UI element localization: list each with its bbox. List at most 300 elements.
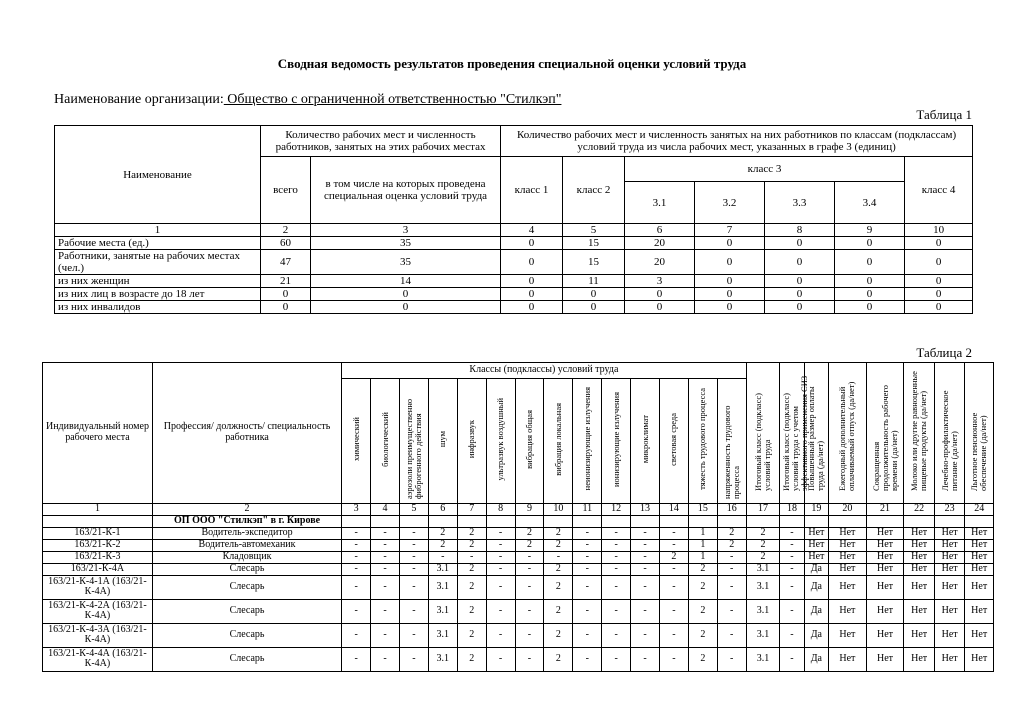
t2-row-profession: Слесарь	[152, 623, 341, 647]
organization-label: Наименование организации:	[54, 92, 224, 107]
t2-cell: Нет	[934, 563, 965, 575]
t2-cell: -	[631, 539, 660, 551]
t2-section-empty	[515, 515, 544, 527]
t1-cell: 0	[311, 288, 501, 301]
t2-section-empty	[342, 515, 371, 527]
t2-cell: -	[659, 575, 688, 599]
t2-header-factor	[399, 379, 428, 504]
t2-row-id: 163/21-К-4А	[43, 563, 153, 575]
t2-cell: Нет	[965, 623, 994, 647]
document-title: Сводная ведомость результатов проведения специальной оценки условий труда	[277, 56, 747, 71]
t2-header-extra-text: Лечебно-профилактическое питание (да/нет)	[939, 390, 959, 491]
t2-cell: -	[602, 563, 631, 575]
t2-section-empty	[631, 515, 660, 527]
t2-cell: Нет	[829, 575, 867, 599]
t2-cell: 1	[688, 527, 717, 539]
t2-header-extra-text: Повышенный размер оплаты труда (да/нет)	[806, 386, 826, 491]
t2-section-empty	[573, 515, 602, 527]
t1-cell: 0	[695, 301, 765, 314]
t2-cell: 2	[544, 623, 573, 647]
t2-header-factor-text: ионизирующие излучения	[610, 391, 621, 487]
table1-label: Таблица 1	[916, 107, 972, 122]
table-row	[43, 527, 994, 539]
t2-cell: 2	[688, 575, 717, 599]
t2-cell: 2	[544, 539, 573, 551]
t2-header-factor-text: тяжесть трудового процесса	[697, 388, 708, 490]
t2-cell: Нет	[934, 623, 965, 647]
t2-cell: 2	[457, 647, 486, 671]
t2-cell: -	[717, 623, 746, 647]
t1-cell: 0	[501, 275, 563, 288]
t2-header-factor	[717, 379, 746, 504]
t1-cell: 14	[311, 275, 501, 288]
t2-cell: -	[631, 623, 660, 647]
t2-header-factor	[486, 379, 515, 504]
t2-header-extra-8	[965, 363, 994, 504]
t2-cell: -	[573, 527, 602, 539]
t1-cell: 0	[765, 275, 835, 288]
t2-cell: Нет	[804, 527, 828, 539]
t2-cell: -	[371, 527, 400, 539]
t2-header-factor-text: шум	[437, 430, 448, 448]
t2-cell: -	[371, 575, 400, 599]
t1-cell: 0	[835, 237, 905, 250]
t2-section-empty	[371, 515, 400, 527]
t2-cell: -	[573, 539, 602, 551]
t1-cell: 0	[695, 250, 765, 275]
t2-header-factor-text: напряженность трудового процесса	[721, 405, 741, 499]
t1-cell: 0	[835, 301, 905, 314]
t1-header-class3: класс 3	[625, 157, 905, 182]
t2-cell: -	[631, 647, 660, 671]
t1-col-number: 7	[695, 224, 765, 237]
t2-cell: 2	[688, 647, 717, 671]
t2-section-empty	[904, 515, 935, 527]
table-row	[55, 275, 973, 288]
t2-col-number: 16	[717, 503, 746, 515]
table-row	[43, 623, 994, 647]
t1-header-class2: класс 2	[563, 157, 625, 224]
t2-cell: 3.1	[428, 575, 457, 599]
t2-cell: -	[659, 623, 688, 647]
t2-section-empty	[399, 515, 428, 527]
t2-cell: Нет	[866, 575, 904, 599]
t1-header-total: всего	[261, 157, 311, 224]
t1-cell: 0	[311, 301, 501, 314]
t2-section-empty	[602, 515, 631, 527]
table-row	[55, 301, 973, 314]
t2-row-id: 163/21-К-2	[43, 539, 153, 551]
t2-row-profession: Слесарь	[152, 563, 341, 575]
t2-cell: Нет	[965, 527, 994, 539]
t2-cell: Нет	[866, 551, 904, 563]
t2-row-profession: Слесарь	[152, 647, 341, 671]
t2-col-number: 23	[934, 503, 965, 515]
t2-cell: -	[717, 575, 746, 599]
t2-col-number: 8	[486, 503, 515, 515]
t2-cell: -	[659, 599, 688, 623]
t2-row-profession: Водитель-экспедитор	[152, 527, 341, 539]
t2-header-extra-4	[829, 363, 867, 504]
t2-header-factor-text: химический	[350, 417, 361, 461]
t2-header-factor	[342, 379, 371, 504]
t1-cell: 20	[625, 250, 695, 275]
t2-cell: -	[342, 623, 371, 647]
t2-cell: Нет	[965, 647, 994, 671]
t2-cell: -	[515, 575, 544, 599]
t1-cell: 0	[563, 301, 625, 314]
t2-cell: -	[659, 539, 688, 551]
t1-cell: 0	[695, 288, 765, 301]
t2-cell: 2	[544, 575, 573, 599]
t2-section-empty	[43, 515, 153, 527]
t1-cell: 15	[563, 237, 625, 250]
t2-cell: Нет	[829, 539, 867, 551]
t2-cell: 2	[746, 527, 780, 539]
t1-col-number: 4	[501, 224, 563, 237]
t2-header-factor	[457, 379, 486, 504]
t2-cell: 2	[746, 539, 780, 551]
t1-row-name: Работники, занятые на рабочих местах (чел.)	[55, 250, 261, 275]
t2-cell: Нет	[934, 647, 965, 671]
t1-cell: 0	[765, 250, 835, 275]
t2-cell: Нет	[904, 551, 935, 563]
t2-cell: -	[780, 575, 804, 599]
t2-section-empty	[965, 515, 994, 527]
t2-cell: -	[659, 527, 688, 539]
t2-header-factor	[428, 379, 457, 504]
t2-cell: -	[457, 551, 486, 563]
t1-cell: 0	[261, 288, 311, 301]
t2-cell: Нет	[904, 575, 935, 599]
t2-cell: 3.1	[428, 647, 457, 671]
t2-cell: Нет	[904, 623, 935, 647]
t2-cell: Нет	[829, 647, 867, 671]
t2-header-factor-text: вибрация общая	[523, 409, 534, 469]
t2-header-factor	[659, 379, 688, 504]
t2-cell: 3.1	[428, 563, 457, 575]
t2-cell: -	[399, 551, 428, 563]
t1-header-3-1: 3.1	[625, 182, 695, 224]
t2-header-extra-text: Сокращенная продолжительность рабочего времени (да/нет)	[870, 385, 899, 491]
t1-col-number: 3	[311, 224, 501, 237]
t2-col-number: 21	[866, 503, 904, 515]
t2-col-number: 13	[631, 503, 660, 515]
t1-row-name: из них инвалидов	[55, 301, 261, 314]
t2-cell: -	[486, 575, 515, 599]
t2-header-factor-text: аэрозоли преимущественно фиброгенного действия	[403, 398, 423, 499]
t2-section-empty	[457, 515, 486, 527]
t2-col-number: 4	[371, 503, 400, 515]
table-row	[43, 551, 994, 563]
t2-cell: -	[486, 623, 515, 647]
t2-cell: Нет	[965, 551, 994, 563]
t2-section-empty	[866, 515, 904, 527]
t2-cell: 2	[688, 599, 717, 623]
t2-section-empty	[829, 515, 867, 527]
t2-cell: -	[515, 599, 544, 623]
t2-cell: Нет	[934, 551, 965, 563]
t2-cell: -	[631, 563, 660, 575]
t2-header-extra-text: Итоговый класс (подкласс) условий труда	[752, 393, 772, 491]
organization-name: Общество с ограниченной ответственностью "Стилкэп"	[223, 92, 562, 107]
t2-section-empty	[659, 515, 688, 527]
t2-cell: 2	[688, 563, 717, 575]
t1-cell: 0	[835, 288, 905, 301]
t2-cell: -	[717, 551, 746, 563]
t1-cell: 0	[835, 250, 905, 275]
t2-header-extra-3	[804, 363, 828, 504]
t2-row-profession: Кладовщик	[152, 551, 341, 563]
t2-section-empty	[486, 515, 515, 527]
t2-header-factor-text: ультразвук воздушный	[495, 397, 506, 481]
summary-table	[54, 125, 973, 314]
table-row	[43, 599, 994, 623]
t2-cell: -	[399, 527, 428, 539]
t2-cell: -	[342, 539, 371, 551]
t2-cell: Нет	[829, 623, 867, 647]
t1-col-number: 1	[55, 224, 261, 237]
t2-cell: -	[602, 623, 631, 647]
t2-section-empty	[688, 515, 717, 527]
t2-cell: -	[780, 623, 804, 647]
t2-cell: -	[371, 647, 400, 671]
t2-header-factor-text: световая среда	[668, 412, 679, 466]
t2-col-number: 19	[804, 503, 828, 515]
t2-cell: Нет	[934, 527, 965, 539]
t2-row-id: 163/21-К-4-2А (163/21-К-4А)	[43, 599, 153, 623]
t2-col-number: 12	[602, 503, 631, 515]
t2-cell: -	[342, 599, 371, 623]
t2-col-number: 7	[457, 503, 486, 515]
t1-header-count-group: Количество рабочих мест и численность работников, занятых на этих рабочих местах	[261, 126, 501, 157]
t2-cell: -	[399, 623, 428, 647]
t2-col-number: 11	[573, 503, 602, 515]
t2-cell: -	[428, 551, 457, 563]
t2-cell: Нет	[866, 539, 904, 551]
t2-cell: -	[399, 575, 428, 599]
t1-cell: 0	[835, 275, 905, 288]
t2-section-empty	[746, 515, 780, 527]
t1-cell: 0	[765, 288, 835, 301]
t2-cell: -	[780, 599, 804, 623]
t2-header-extra-6	[904, 363, 935, 504]
t1-cell: 0	[765, 301, 835, 314]
t2-cell: 1	[688, 539, 717, 551]
t2-cell: 2	[457, 575, 486, 599]
t2-row-id: 163/21-К-1	[43, 527, 153, 539]
t2-header-extra-text: Итоговый класс (подкласс) условий труда с учетом эффективного применения СИЗ	[781, 375, 810, 491]
t2-cell: 2	[746, 551, 780, 563]
t1-header-3-2: 3.2	[695, 182, 765, 224]
t2-row-id: 163/21-К-4-4А (163/21-К-4А)	[43, 647, 153, 671]
t2-row-profession: Водитель-автомеханик	[152, 539, 341, 551]
t2-header-id: Индивидуальный номер рабочего места	[43, 363, 153, 504]
t2-cell: 2	[457, 527, 486, 539]
t2-section-empty	[544, 515, 573, 527]
t2-cell: -	[573, 599, 602, 623]
t2-cell: -	[399, 539, 428, 551]
t2-col-number: 3	[342, 503, 371, 515]
t2-cell: 2	[544, 527, 573, 539]
t2-cell: -	[544, 551, 573, 563]
t2-col-number: 14	[659, 503, 688, 515]
t2-cell: -	[717, 563, 746, 575]
t2-cell: -	[602, 575, 631, 599]
table2-label: Таблица 2	[916, 345, 972, 360]
t2-cell: Нет	[904, 599, 935, 623]
t2-cell: Нет	[965, 563, 994, 575]
t2-cell: Да	[804, 599, 828, 623]
t2-cell: 3.1	[746, 599, 780, 623]
t2-cell: -	[573, 647, 602, 671]
t1-col-number: 6	[625, 224, 695, 237]
t2-cell: Нет	[866, 647, 904, 671]
t2-cell: Нет	[934, 599, 965, 623]
t1-header-classes-group: Количество рабочих мест и численность занятых на них работников по классам (подклассам) условий труда из числа рабочих мест, указанных в графе 3 (единиц)	[501, 126, 973, 157]
t2-cell: Нет	[904, 527, 935, 539]
t2-cell: 2	[717, 539, 746, 551]
t2-cell: Нет	[965, 575, 994, 599]
t2-cell: 2	[428, 539, 457, 551]
t2-cell: Да	[804, 563, 828, 575]
t2-cell: 2	[717, 527, 746, 539]
t2-cell: 3.1	[746, 647, 780, 671]
t2-row-id: 163/21-К-4-3А (163/21-К-4А)	[43, 623, 153, 647]
t2-cell: -	[371, 563, 400, 575]
t2-header-factor	[688, 379, 717, 504]
t1-cell: 0	[905, 250, 973, 275]
t2-cell: Нет	[965, 539, 994, 551]
t2-cell: -	[573, 575, 602, 599]
t2-header-extra-text: Молоко или другие равноценные пищевые продукты (да/нет)	[909, 371, 929, 491]
t1-header-name: Наименование	[55, 126, 261, 224]
t2-cell: 2	[544, 563, 573, 575]
t2-cell: -	[780, 551, 804, 563]
t2-cell: -	[659, 647, 688, 671]
t1-cell: 0	[695, 237, 765, 250]
t1-cell: 20	[625, 237, 695, 250]
t2-cell: -	[631, 575, 660, 599]
t2-cell: -	[486, 563, 515, 575]
t1-cell: 0	[695, 275, 765, 288]
t2-cell: 2	[544, 647, 573, 671]
t2-header-extra-7	[934, 363, 965, 504]
t2-cell: 1	[688, 551, 717, 563]
t2-cell: Нет	[965, 599, 994, 623]
t1-cell: 35	[311, 250, 501, 275]
t2-cell: -	[631, 599, 660, 623]
t2-col-number: 2	[152, 503, 341, 515]
t2-section-empty	[804, 515, 828, 527]
t1-cell: 15	[563, 250, 625, 275]
t2-cell: -	[602, 527, 631, 539]
t1-header-3-4: 3.4	[835, 182, 905, 224]
t2-header-factor	[515, 379, 544, 504]
t1-header-3-3: 3.3	[765, 182, 835, 224]
t2-header-factor-text: микроклимат	[639, 414, 650, 464]
t2-cell: Нет	[829, 563, 867, 575]
t2-col-number: 5	[399, 503, 428, 515]
t2-cell: -	[602, 647, 631, 671]
t2-cell: -	[342, 563, 371, 575]
table-row	[55, 250, 973, 275]
t2-cell: Нет	[904, 539, 935, 551]
t2-section-empty	[934, 515, 965, 527]
t1-cell: 0	[905, 301, 973, 314]
t1-cell: 21	[261, 275, 311, 288]
t2-section-empty	[717, 515, 746, 527]
t2-cell: -	[486, 527, 515, 539]
t2-cell: -	[717, 647, 746, 671]
t2-cell: -	[780, 563, 804, 575]
t1-header-class1: класс 1	[501, 157, 563, 224]
t2-header-extra-1	[746, 363, 780, 504]
t1-cell: 0	[261, 301, 311, 314]
t1-cell: 11	[563, 275, 625, 288]
t2-cell: -	[602, 551, 631, 563]
t2-cell: Да	[804, 575, 828, 599]
t2-cell: 3.1	[428, 623, 457, 647]
t2-cell: -	[631, 551, 660, 563]
t1-header-class4: класс 4	[905, 157, 973, 224]
t2-row-profession: Слесарь	[152, 599, 341, 623]
t2-cell: -	[573, 563, 602, 575]
t1-cell: 0	[905, 275, 973, 288]
t2-header-factor	[544, 379, 573, 504]
t2-cell: Нет	[829, 551, 867, 563]
t1-col-number: 5	[563, 224, 625, 237]
t2-header-factor-text: биологический	[379, 411, 390, 467]
t2-col-number: 6	[428, 503, 457, 515]
t2-header-factor-text: инфразвук	[466, 419, 477, 459]
t2-cell: Нет	[866, 527, 904, 539]
t2-cell: Да	[804, 623, 828, 647]
t2-cell: -	[371, 623, 400, 647]
t2-col-number: 24	[965, 503, 994, 515]
organization-line	[54, 92, 561, 108]
t2-cell: -	[399, 647, 428, 671]
t2-cell: -	[515, 551, 544, 563]
t2-cell: 3.1	[746, 623, 780, 647]
t2-cell: -	[371, 539, 400, 551]
table-row	[55, 288, 973, 301]
t2-cell: 3.1	[746, 563, 780, 575]
t2-cell: 2	[428, 527, 457, 539]
t2-cell: -	[602, 599, 631, 623]
t1-cell: 60	[261, 237, 311, 250]
t2-col-number: 1	[43, 503, 153, 515]
t1-cell: 0	[765, 237, 835, 250]
t2-cell: -	[515, 563, 544, 575]
t1-cell: 0	[905, 288, 973, 301]
t2-cell: -	[399, 599, 428, 623]
t2-row-id: 163/21-К-4-1А (163/21-К-4А)	[43, 575, 153, 599]
t2-col-number: 20	[829, 503, 867, 515]
table-row	[43, 539, 994, 551]
t1-row-name: из них женщин	[55, 275, 261, 288]
t1-cell: 0	[501, 237, 563, 250]
t2-cell: 3.1	[428, 599, 457, 623]
t2-cell: 2	[457, 539, 486, 551]
t1-col-number: 8	[765, 224, 835, 237]
t2-cell: -	[717, 599, 746, 623]
workplace-table	[42, 362, 994, 672]
t2-cell: -	[515, 623, 544, 647]
t2-cell: -	[659, 563, 688, 575]
t2-col-number: 22	[904, 503, 935, 515]
t2-cell: Нет	[866, 623, 904, 647]
